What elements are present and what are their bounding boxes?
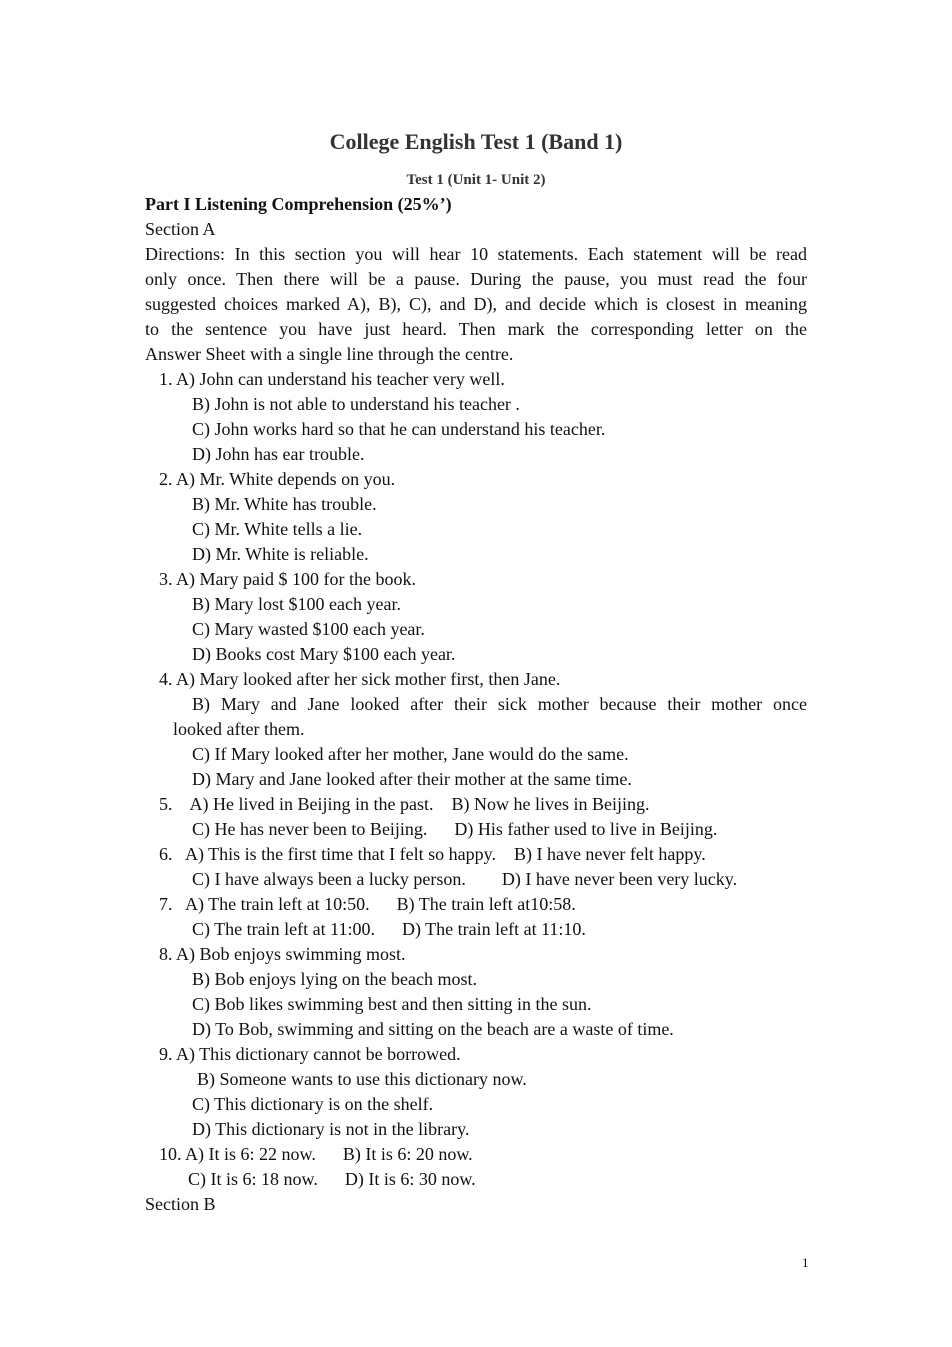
section-a-heading: Section A [145,219,216,239]
question-1-option-b: B) John is not able to understand his teacher . [192,394,520,414]
question-8-option-a: 8. A) Bob enjoys swimming most. [159,944,406,964]
directions-line: Directions: In this section you will hear 10 statements. Each statement will be read [145,244,807,264]
question-10-options-ab: 10. A) It is 6: 22 now. B) It is 6: 20 now. [159,1144,473,1164]
question-7-options-cd: C) The train left at 11:00. D) The train left at 11:10. [192,919,586,939]
question-5-options-ab: 5. A) He lived in Beijing in the past. B) Now he lives in Beijing. [159,794,650,814]
question-9-option-b: B) Someone wants to use this dictionary now. [197,1069,527,1089]
document-title: College English Test 1 (Band 1) [329,129,623,154]
question-9-option-a: 9. A) This dictionary cannot be borrowed. [159,1044,461,1064]
question-4-option-a: 4. A) Mary looked after her sick mother first, then Jane. [159,669,561,689]
question-2-option-c: C) Mr. White tells a lie. [192,519,363,539]
question-8-option-c: C) Bob likes swimming best and then sitting in the sun. [192,994,592,1014]
question-1-option-c: C) John works hard so that he can understand his teacher. [192,419,606,439]
question-1-option-a: 1. A) John can understand his teacher very well. [159,369,505,389]
question-3-option-d: D) Books cost Mary $100 each year. [192,644,456,664]
question-6-options-ab: 6. A) This is the first time that I felt so happy. B) I have never felt happy. [159,844,706,864]
part-heading: Part I Listening Comprehension (25%’) [145,194,452,214]
question-2-option-d: D) Mr. White is reliable. [192,544,369,564]
directions-line: suggested choices marked A), B), C), and D), and decide which is closest in meaning [145,294,807,314]
question-4-option-b-continued: looked after them. [173,719,305,739]
question-3-option-a: 3. A) Mary paid $ 100 for the book. [159,569,416,589]
question-8-option-d: D) To Bob, swimming and sitting on the beach are a waste of time. [192,1019,674,1039]
document-subtitle: Test 1 (Unit 1- Unit 2) [406,172,546,188]
question-7-options-ab: 7. A) The train left at 10:50. B) The train left at10:58. [159,894,576,914]
question-10-options-cd: C) It is 6: 18 now. D) It is 6: 30 now. [188,1169,476,1189]
directions-line: Answer Sheet with a single line through the centre. [145,344,514,364]
question-9-option-d: D) This dictionary is not in the library. [192,1119,470,1139]
directions-paragraph [145,242,807,367]
question-4-option-c: C) If Mary looked after her mother, Jane would do the same. [192,744,629,764]
question-4-option-b: B) Mary and Jane looked after their sick mother because their mother once [192,694,807,714]
question-2-option-b: B) Mr. White has trouble. [192,494,377,514]
section-b-heading: Section B [145,1194,216,1214]
question-8-option-b: B) Bob enjoys lying on the beach most. [192,969,477,989]
question-6-options-cd: C) I have always been a lucky person. D) I have never been very lucky. [192,869,738,889]
directions-line: only once. Then there will be a pause. During the pause, you must read the four [145,269,807,289]
page-number: 1 [802,1255,809,1270]
question-2-option-a: 2. A) Mr. White depends on you. [159,469,396,489]
question-5-options-cd: C) He has never been to Beijing. D) His father used to live in Beijing. [192,819,718,839]
question-9-option-c: C) This dictionary is on the shelf. [192,1094,434,1114]
question-3-option-c: C) Mary wasted $100 each year. [192,619,425,639]
question-1-option-d: D) John has ear trouble. [192,444,365,464]
question-4-option-d: D) Mary and Jane looked after their mother at the same time. [192,769,632,789]
question-3-option-b: B) Mary lost $100 each year. [192,594,401,614]
directions-line: to the sentence you have just heard. Then mark the corresponding letter on the [145,319,807,339]
